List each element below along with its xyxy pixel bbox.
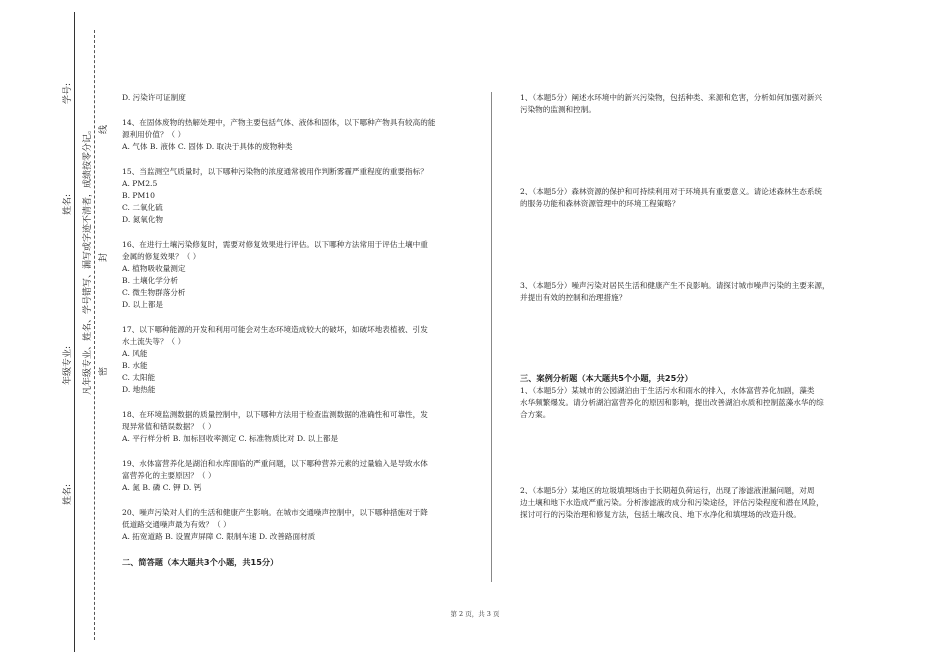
case-q1-line2: 水华频繁爆发。请分析湖泊富营养化的原因和影响，提出改善湖泊水质和控制蓝藻水华的综 — [520, 398, 824, 407]
binding-warning: 凡年级专业、姓名、学号错写、漏写或字迹不清者，成绩按零分记。 — [83, 124, 93, 395]
page-number: 第 2 页，共 3 页 — [450, 610, 500, 618]
short-q1-line1: 1、（本题5分）阐述水环境中的新兴污染物，包括种类、来源和危害，分析如何加强对新兴 — [520, 93, 823, 102]
q18-stem-line1: 18、在环境监测数据的质量控制中，以下哪种方法用于检查监测数据的准确性和可靠性，发 — [122, 410, 428, 419]
column-divider — [491, 92, 492, 582]
q15-option-d: D. 氮氧化物 — [122, 215, 164, 224]
right-column — [520, 92, 865, 521]
short-q3-line1: 3、（本题5分）噪声污染对居民生活和健康产生不良影响。请探讨城市噪声污染的主要来源， — [520, 281, 830, 290]
seal-mark-mi: 密 — [99, 366, 109, 376]
school-label: 姓名: — [63, 483, 73, 505]
left-column — [122, 92, 462, 569]
q16-option-d: D. 以上都是 — [122, 300, 164, 309]
student-id-label: 学号: — [63, 82, 73, 104]
case-q2-line2: 边土壤和地下水造成严重污染。分析渗滤液的成分和污染途径，评估污染程度和潜在风险， — [520, 498, 824, 507]
binding-strip — [0, 0, 110, 672]
q17-option-c: C. 太阳能 — [122, 373, 156, 382]
short-q1-line2: 污染物的监测和控制。 — [520, 105, 596, 114]
q15-option-a: A. PM2.5 — [122, 179, 158, 188]
binding-line-outer — [74, 12, 75, 652]
q16-stem-line2: 金属的修复效果？（ ） — [122, 252, 201, 261]
q13-option-d: D. 污染许可证制度 — [122, 93, 186, 102]
q16-stem-line1: 16、在进行土壤污染修复时，需要对修复效果进行评估。以下哪种方法常用于评估土壤中重 — [122, 240, 428, 249]
short-q2-line2: 的服务功能和森林资源管理中的环境工程策略？ — [520, 199, 680, 208]
q17-option-a: A. 风能 — [122, 349, 148, 358]
section-2-title: 二、简答题（本大题共3个小题，共15分） — [122, 557, 279, 567]
q14-options: A. 气体 B. 液体 C. 固体 D. 取决于具体的废物种类 — [122, 142, 293, 151]
q16-option-b: B. 土壤化学分析 — [122, 276, 178, 285]
q19-stem-line1: 19、水体富营养化是湖泊和水库面临的严重问题，以下哪种营养元素的过量输入是导致水体 — [122, 459, 428, 468]
case-q2-line3: 探讨可行的污染治理和修复方法，包括土壤改良、地下水净化和填埋场的改造升级。 — [520, 510, 801, 519]
q19-options: A. 氮 B. 磷 C. 钾 D. 钙 — [122, 483, 202, 492]
q15-option-c: C. 二氧化硫 — [122, 203, 163, 212]
q20-stem-line1: 20、噪声污染对人们的生活和健康产生影响。在城市交通噪声控制中，以下哪种措施对于降 — [122, 508, 428, 517]
q16-option-c: C. 微生物群落分析 — [122, 288, 186, 297]
q14-stem-line2: 源利用价值？（ ） — [122, 130, 186, 139]
case-q2-line1: 2、（本题5分）某地区的垃圾填埋场由于长期超负荷运行，出现了渗滤液泄漏问题，对周 — [520, 486, 815, 495]
case-q1-line1: 1、（本题5分）某城市的公园湖泊由于生活污水和雨水的排入，水体富营养化加剧，藻类 — [520, 386, 815, 395]
q17-stem-line1: 17、以下哪种能源的开发和利用可能会对生态环境造成较大的破坏，如破坏地表植被、引发 — [122, 325, 428, 334]
q16-option-a: A. 植物吸收量测定 — [122, 264, 186, 273]
q17-stem-line2: 水土流失等？（ ） — [122, 337, 186, 346]
grade-major-label: 年级专业: — [63, 345, 73, 385]
q20-stem-line2: 低道路交通噪声最为有效？（ ） — [122, 520, 231, 529]
q14-stem-line1: 14、在固体废物的热解处理中，产物主要包括气体、液体和固体，以下哪种产物具有较高的能 — [122, 118, 436, 127]
q20-options: A. 拓宽道路 B. 设置声屏障 C. 限制车速 D. 改善路面材质 — [122, 532, 316, 541]
q17-option-b: B. 水能 — [122, 361, 148, 370]
seal-mark-feng: 封 — [99, 252, 109, 262]
q18-stem-line2: 现异常值和错误数据？（ ） — [122, 422, 216, 431]
q15-stem: 15、当监测空气质量时，以下哪种污染物的浓度通常被用作判断雾霾严重程度的重要指标？ — [122, 167, 428, 176]
binding-dotted-line — [94, 30, 95, 640]
q15-option-b: B. PM10 — [122, 191, 155, 200]
q18-options: A. 平行样分析 B. 加标回收率测定 C. 标准物质比对 D. 以上都是 — [122, 434, 339, 443]
short-q3-line2: 并提出有效的控制和治理措施？ — [520, 293, 627, 302]
case-q1-line3: 合方案。 — [520, 410, 551, 419]
q19-stem-line2: 富营养化的主要原因？（ ） — [122, 471, 216, 480]
name-label: 姓名: — [63, 193, 73, 215]
q17-option-d: D. 地热能 — [122, 385, 156, 394]
short-q2-line1: 2、（本题5分）森林资源的保护和可持续利用对于环境具有重要意义。请论述森林生态系统 — [520, 187, 823, 196]
seal-mark-xian: 线 — [99, 124, 109, 134]
section-3-title: 三、案例分析题（本大题共5个小题，共25分） — [520, 373, 693, 383]
